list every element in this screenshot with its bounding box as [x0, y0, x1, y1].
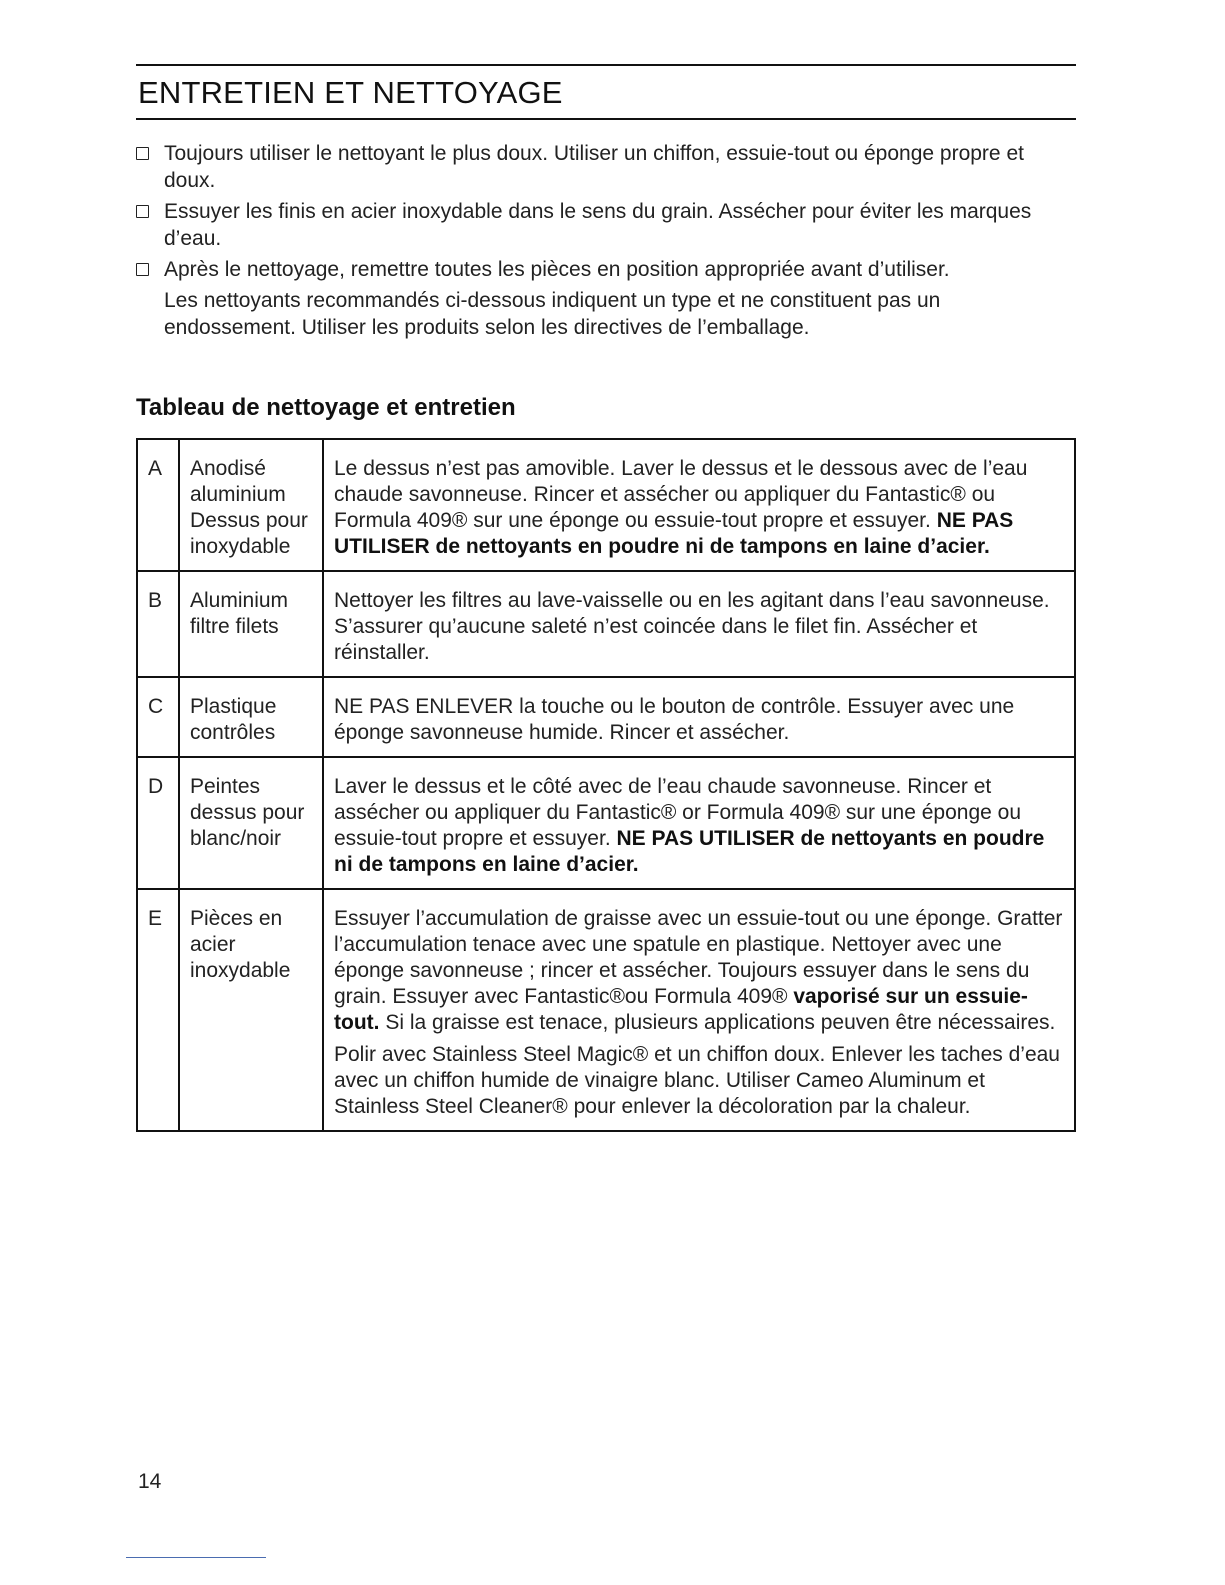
checkbox-bullet-icon [136, 147, 149, 160]
checkbox-bullet-icon [136, 263, 149, 276]
table-row [137, 571, 1075, 677]
table-row [137, 757, 1075, 889]
bullet-item [136, 140, 1076, 194]
care-bullets [136, 140, 1076, 341]
description-text: Laver le dessus et le côté avec de l’eau chaude savonneuse. Rincer et assécher ou appliquer du Fantastic® or Formula 409® sur une éponge ou essuie-tout propre et essuyer. [334, 775, 1022, 850]
material-line: Aluminium [190, 589, 289, 612]
description-paragraph [334, 906, 1064, 1036]
description-text: NE PAS ENLEVER la touche ou le bouton de contrôle. Essuyer avec une éponge savonneuse humide. Rincer et assécher. [334, 695, 1015, 744]
row-letter: D [137, 757, 179, 889]
bullet-item [136, 256, 1076, 283]
material-cell [179, 439, 323, 571]
description-text-after: Si la graisse est tenace, plusieurs applications peuven être nécessaires. [385, 1011, 1056, 1034]
table-row [137, 439, 1075, 571]
material-cell [179, 677, 323, 757]
bullet-text: Toujours utiliser le nettoyant le plus doux. Utiliser un chiffon, essuie-tout ou éponge propre et doux. [164, 142, 1024, 192]
description-paragraph: Polir avec Stainless Steel Magic® et un chiffon doux. Enlever les taches d’eau avec un chiffon humide de vinaigre blanc. Utiliser Cameo Aluminum et Stainless Steel Cleaner® pour enlever la décoloration par la chaleur. [334, 1043, 1060, 1118]
material-line: blanc/noir [190, 827, 282, 850]
material-line: filtre filets [190, 615, 279, 638]
table-heading: Tableau de nettoyage et entretien [136, 394, 516, 421]
emphasis-text: vaporisé sur un essuie-tout. [334, 985, 1028, 1034]
material-line: dessus pour [190, 801, 305, 824]
material-line: Anodisé [190, 457, 266, 480]
description-cell [323, 439, 1075, 571]
description-text: Essuyer l’accumulation de graisse avec un essuie-tout ou une éponge. Gratter l’accumulation tenace avec une spatule en plastique. Nettoyer avec une éponge savonneuse ; rincer et assécher. Toujours essuyer dans le sens du grain. Essuyer avec Fantastic®ou Formula 409® [334, 907, 1063, 1008]
material-line: Dessus pour [190, 509, 308, 532]
footer-rule [126, 1557, 266, 1558]
material-line: aluminium [190, 483, 286, 506]
description-text: Nettoyer les filtres au lave-vaisselle ou en les agitant dans l’eau savonneuse. S’assurer qu’aucune saleté n’est coincée dans le filet fin. Assécher et réinstaller. [334, 589, 1050, 664]
material-line: inoxydable [190, 959, 291, 982]
material-cell [179, 889, 323, 1131]
checkbox-bullet-icon [136, 205, 149, 218]
material-cell [179, 571, 323, 677]
warning-text: NE PAS UTILISER de nettoyants en poudre ni de tampons en laine d’acier. [334, 827, 1045, 876]
material-line: acier [190, 933, 236, 956]
row-letter: B [137, 571, 179, 677]
description-text: Le dessus n’est pas amovible. Laver le dessus et le dessous avec de l’eau chaude savonneuse. Rincer et assécher ou appliquer du Fantastic® ou Formula 409® sur une éponge ou essuie-tout propre et essuyer. [334, 457, 1028, 532]
row-letter: E [137, 889, 179, 1131]
title-bar [136, 64, 1076, 120]
row-letter: A [137, 439, 179, 571]
row-letter: C [137, 677, 179, 757]
material-line: inoxydable [190, 535, 291, 558]
description-cell [323, 571, 1075, 677]
table-row [137, 677, 1075, 757]
bullet-item [136, 198, 1076, 252]
material-line: Plastique [190, 695, 277, 718]
bullet-text: Essuyer les finis en acier inoxydable dans le sens du grain. Assécher pour éviter les marques d’eau. [164, 200, 1032, 250]
description-cell [323, 757, 1075, 889]
warning-text: NE PAS UTILISER de nettoyants en poudre ni de tampons en laine d’acier. [334, 509, 1014, 558]
table-row [137, 889, 1075, 1131]
page-number: 14 [138, 1470, 162, 1493]
description-cell [323, 889, 1075, 1131]
material-cell [179, 757, 323, 889]
material-line: Peintes [190, 775, 261, 798]
endorsement-note: Les nettoyants recommandés ci-dessous indiquent un type et ne constituent pas un endossement. Utiliser les produits selon les directives de l’emballage. [164, 289, 941, 339]
bullet-text: Après le nettoyage, remettre toutes les pièces en position appropriée avant d’utiliser. [164, 258, 950, 281]
material-line: Pièces en [190, 907, 283, 930]
description-cell [323, 677, 1075, 757]
material-line: contrôles [190, 721, 276, 744]
cleaning-table [136, 438, 1076, 1132]
page-title: ENTRETIEN ET NETTOYAGE [138, 75, 563, 110]
